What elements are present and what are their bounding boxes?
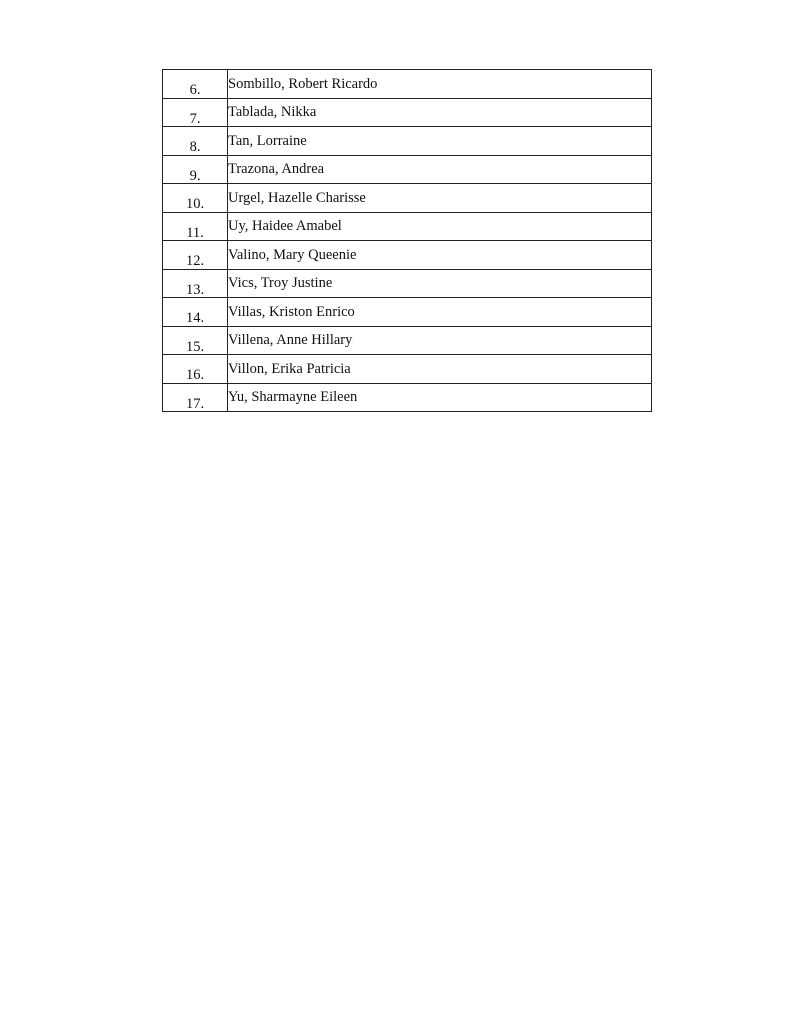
student-name: Tablada, Nikka [228, 98, 652, 127]
table-row [163, 98, 652, 127]
table-row [163, 127, 652, 156]
row-number: 14. [163, 298, 228, 327]
row-number: 6. [163, 70, 228, 99]
student-name: Sombillo, Robert Ricardo [228, 70, 652, 99]
table-row [163, 383, 652, 412]
student-name: Uy, Haidee Amabel [228, 212, 652, 241]
student-name: Valino, Mary Queenie [228, 241, 652, 270]
student-name: Trazona, Andrea [228, 155, 652, 184]
student-name: Vics, Troy Justine [228, 269, 652, 298]
student-name: Villon, Erika Patricia [228, 355, 652, 384]
table-row [163, 155, 652, 184]
student-name: Urgel, Hazelle Charisse [228, 184, 652, 213]
row-number: 13. [163, 269, 228, 298]
table-row [163, 70, 652, 99]
table-row [163, 298, 652, 327]
row-number: 12. [163, 241, 228, 270]
row-number: 17. [163, 383, 228, 412]
table-row [163, 326, 652, 355]
student-name: Villas, Kriston Enrico [228, 298, 652, 327]
table-row [163, 212, 652, 241]
row-number: 11. [163, 212, 228, 241]
row-number: 7. [163, 98, 228, 127]
student-name: Tan, Lorraine [228, 127, 652, 156]
table-row [163, 269, 652, 298]
name-list-table [162, 69, 652, 412]
student-name: Villena, Anne Hillary [228, 326, 652, 355]
name-list-body [163, 70, 652, 412]
row-number: 10. [163, 184, 228, 213]
table-row [163, 184, 652, 213]
row-number: 16. [163, 355, 228, 384]
row-number: 8. [163, 127, 228, 156]
student-name: Yu, Sharmayne Eileen [228, 383, 652, 412]
table-row [163, 241, 652, 270]
row-number: 9. [163, 155, 228, 184]
table-row [163, 355, 652, 384]
row-number: 15. [163, 326, 228, 355]
